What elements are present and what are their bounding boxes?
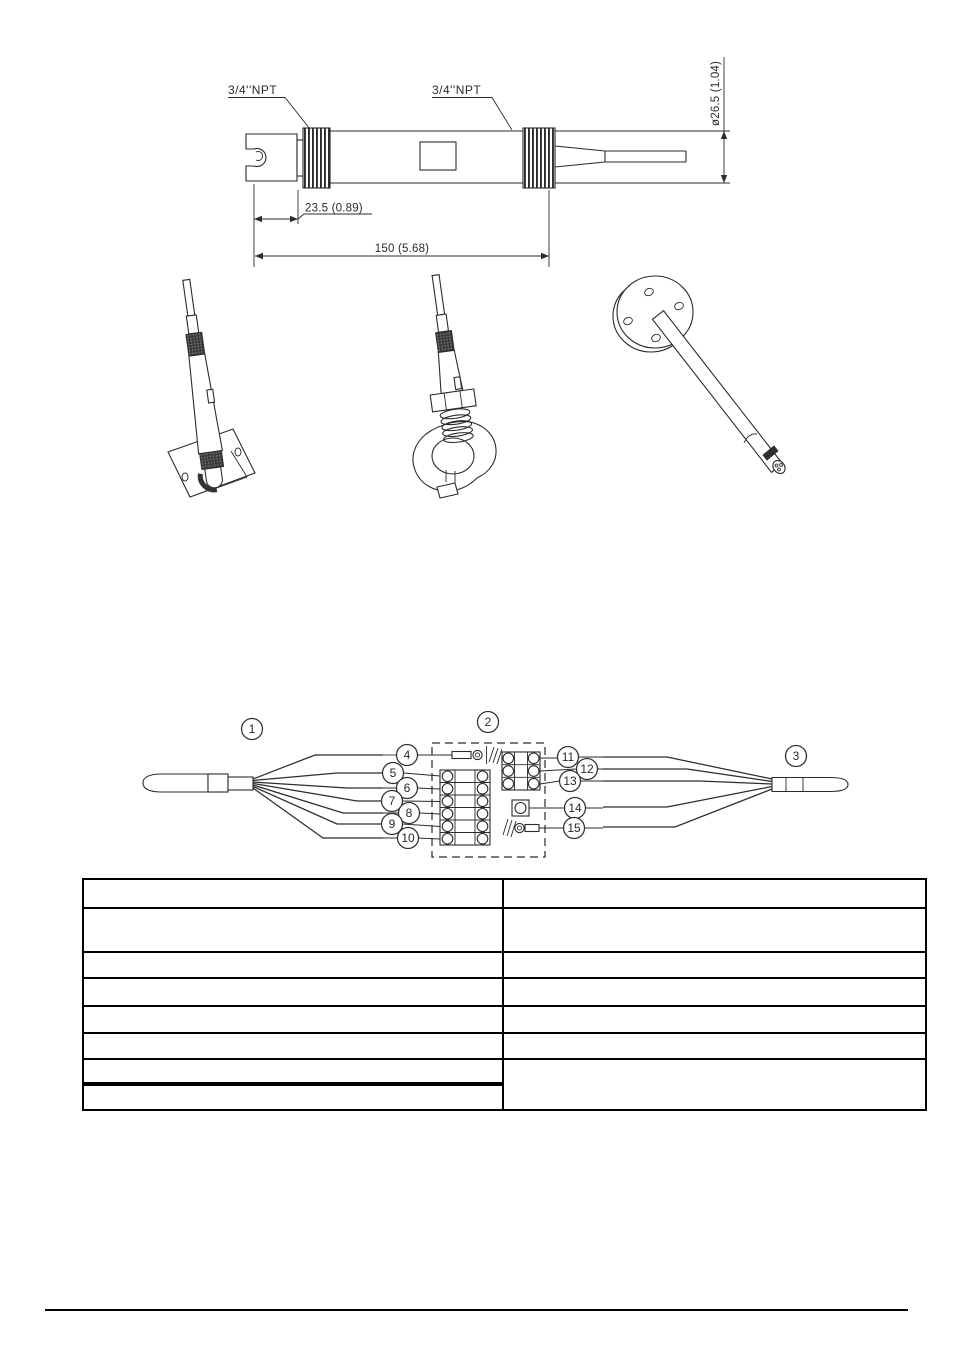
table-row <box>83 978 926 1006</box>
flange-tube <box>653 311 783 473</box>
iso-view-panel-mount <box>168 278 255 497</box>
thread-section-left <box>303 128 330 188</box>
terminal-block-left <box>440 770 490 845</box>
sensor-tip-outline <box>246 134 297 181</box>
table-cell <box>83 1084 503 1110</box>
table-cell <box>83 879 503 908</box>
callout-13 <box>560 771 581 792</box>
shield-ground-symbol-bottom <box>503 819 539 837</box>
cable-right-wires <box>603 757 772 827</box>
table-row <box>83 1006 926 1033</box>
svg-text:13: 13 <box>563 774 577 788</box>
terminal-block-right <box>502 752 540 790</box>
callout-14 <box>565 798 586 819</box>
cable-left-wires <box>253 755 383 838</box>
svg-text:11: 11 <box>561 750 575 764</box>
table-row <box>83 879 926 908</box>
cable-left <box>143 774 253 792</box>
callout-3 <box>786 746 807 767</box>
dim-insertion-label: 23.5 (0.89) <box>305 202 363 215</box>
callout-11 <box>558 747 579 768</box>
thread-section-right <box>523 128 555 188</box>
svg-text:5: 5 <box>389 766 397 780</box>
table-cell <box>503 978 926 1006</box>
callout-4 <box>397 745 418 766</box>
svg-text:9: 9 <box>388 817 396 831</box>
flow-cell-clamp <box>413 421 496 491</box>
iso-view-flow-mount <box>413 272 496 498</box>
callout-15 <box>564 818 585 839</box>
cable-right <box>772 778 848 792</box>
svg-text:10: 10 <box>401 831 415 845</box>
table-cell <box>83 908 503 952</box>
table-row <box>83 1059 926 1084</box>
temperature-element-symbol <box>512 800 529 816</box>
table-cell <box>83 1006 503 1033</box>
table-cell-merged <box>503 1059 926 1110</box>
dim-overall-label: 150 (5.68) <box>374 243 430 255</box>
svg-text:7: 7 <box>388 794 396 808</box>
svg-text:3: 3 <box>792 749 800 763</box>
table-row <box>83 1033 926 1059</box>
table-cell <box>83 1059 503 1084</box>
spec-table <box>82 878 927 1111</box>
wiring-diagram <box>143 712 848 858</box>
svg-text:15: 15 <box>567 821 581 835</box>
table-cell <box>83 952 503 978</box>
table-cell <box>83 1033 503 1059</box>
svg-text:12: 12 <box>580 762 594 776</box>
dim-diameter-label: ø26.5 (1.04) <box>710 60 722 126</box>
dimension-drawing <box>228 57 730 267</box>
shield-ground-symbol-top <box>418 746 502 764</box>
table-cell <box>503 879 926 908</box>
table-cell <box>503 908 926 952</box>
svg-text:6: 6 <box>403 781 411 795</box>
svg-text:2: 2 <box>484 715 492 729</box>
footer-rule <box>45 1309 908 1311</box>
table-cell <box>503 1033 926 1059</box>
table-row <box>83 908 926 952</box>
table-cell <box>83 978 503 1006</box>
callout-2 <box>478 712 499 733</box>
npt-label-right: 3/4''NPT <box>432 83 482 97</box>
svg-text:1: 1 <box>248 722 256 736</box>
svg-text:8: 8 <box>405 806 413 820</box>
table-row <box>83 952 926 978</box>
svg-text:14: 14 <box>568 801 582 815</box>
sensor-body-window <box>420 142 456 170</box>
iso-view-flange-mount <box>613 276 788 476</box>
callout-1 <box>242 719 263 740</box>
table-cell <box>503 1006 926 1033</box>
svg-text:4: 4 <box>403 748 411 762</box>
npt-label-left: 3/4''NPT <box>228 83 278 97</box>
callout-10 <box>398 828 419 849</box>
table-cell <box>503 952 926 978</box>
